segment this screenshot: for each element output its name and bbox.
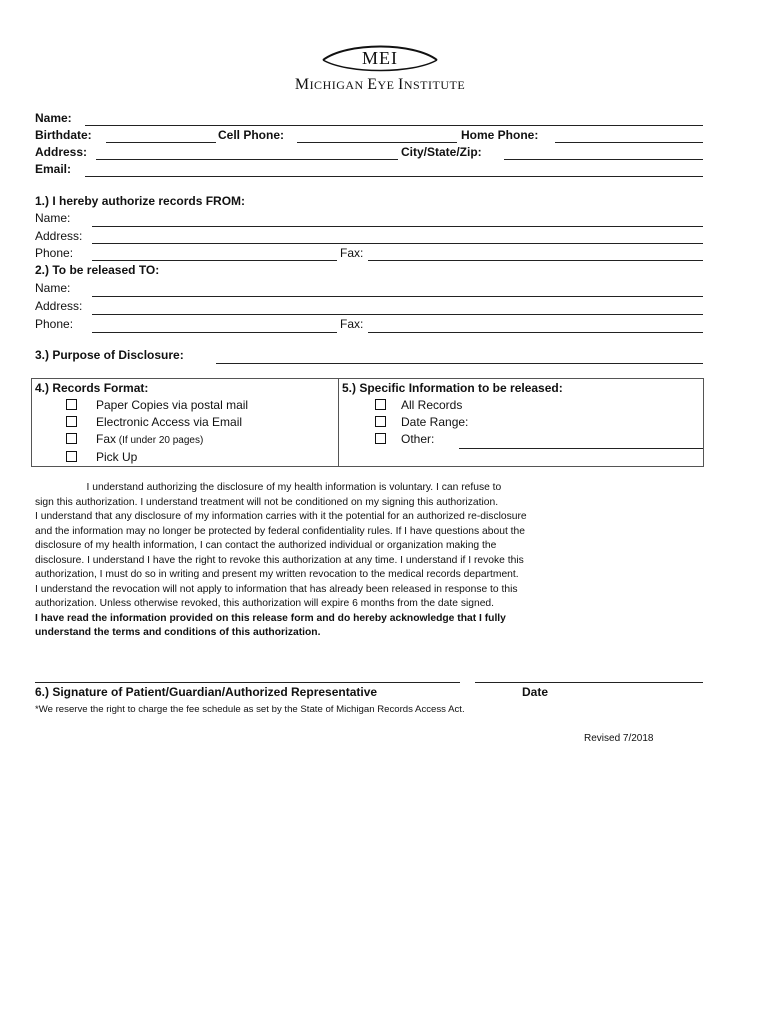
authorization-line: I understand that any disclosure of my information carries with it the potential for an authorized re-disclosure — [35, 511, 527, 522]
purpose-label: 3.) Purpose of Disclosure: — [35, 348, 184, 362]
paper-copies-label: Paper Copies via postal mail — [96, 398, 249, 412]
other-checkbox[interactable] — [375, 433, 386, 444]
date-label: Date — [522, 685, 549, 699]
home-phone-field[interactable] — [555, 142, 703, 143]
logo — [225, 44, 535, 96]
to-address-field[interactable] — [92, 314, 703, 315]
cell-phone-label: Cell Phone: — [218, 128, 285, 142]
fax-option-label — [96, 432, 203, 446]
logo-name-small-caps: YE — [377, 78, 399, 92]
to-address-label: Address: — [35, 299, 83, 313]
from-name-field[interactable] — [92, 226, 703, 227]
paper-copies-checkbox[interactable] — [66, 399, 77, 410]
cell-phone-field[interactable] — [297, 142, 457, 143]
pick-up-label: Pick Up — [96, 450, 138, 464]
to-heading: 2.) To be released TO: — [35, 263, 160, 277]
city-state-zip-field[interactable] — [504, 159, 703, 160]
patient-name-label: Name: — [35, 111, 72, 125]
from-address-label: Address: — [35, 229, 83, 243]
logo-name-small-caps: ICHIGAN — [309, 78, 368, 92]
birthdate-label: Birthdate: — [35, 128, 92, 142]
authorization-line: disclosure of my health information, I can contact the authorized individual or organization making the — [35, 540, 497, 551]
authorization-line: disclosure. I understand I have the right to revoke this authorization at any time. I understand if I revoke this — [35, 555, 524, 566]
fax-checkbox[interactable] — [66, 433, 77, 444]
date-field[interactable] — [475, 682, 703, 683]
fax-option-note: (If under 20 pages) — [116, 435, 204, 446]
date-range-label: Date Range: — [401, 415, 469, 429]
to-phone-field[interactable] — [92, 332, 337, 333]
from-name-label: Name: — [35, 211, 71, 225]
authorization-line: I understand the revocation will not apply to information that has already been released in response to this — [35, 584, 518, 595]
to-phone-label: Phone: — [35, 317, 74, 331]
logo-name-capital: E — [367, 76, 378, 93]
email-label: Email: — [35, 162, 72, 176]
all-records-label: All Records — [401, 398, 463, 412]
purpose-field[interactable] — [216, 363, 703, 364]
acknowledgement-line: understand the terms and conditions of this authorization. — [35, 627, 321, 638]
to-name-field[interactable] — [92, 296, 703, 297]
from-fax-field[interactable] — [368, 260, 703, 261]
signature-field[interactable] — [35, 682, 460, 683]
pick-up-checkbox[interactable] — [66, 451, 77, 462]
date-range-checkbox[interactable] — [375, 416, 386, 427]
logo-name-small-caps: NSTITUTE — [403, 78, 466, 92]
authorization-line: authorization, I must do so in writing and present my written revocation to the medical records department. — [35, 569, 519, 580]
logo-full-name — [225, 76, 535, 94]
fee-footnote: *We reserve the right to charge the fee schedule as set by the State of Michigan Records Access Act. — [35, 704, 465, 715]
logo-name-capital: M — [294, 76, 310, 93]
all-records-checkbox[interactable] — [375, 399, 386, 410]
authorization-line: sign this authorization. I understand treatment will not be conditioned on my signing this authorization. — [35, 497, 499, 508]
authorization-line: authorization. Unless otherwise revoked, this authorization will expire 6 months from the date signed. — [35, 598, 495, 609]
other-field[interactable] — [459, 448, 703, 449]
logo-name-capital: I — [398, 76, 404, 93]
logo-abbr: MEI — [362, 48, 398, 68]
authorization-line: I understand authorizing the disclosure of my health information is voluntary. I can refuse to — [35, 482, 502, 493]
home-phone-label: Home Phone: — [461, 128, 539, 142]
to-fax-field[interactable] — [368, 332, 703, 333]
to-fax-label: Fax: — [340, 317, 364, 331]
from-fax-label: Fax: — [340, 246, 364, 260]
records-format-heading: 4.) Records Format: — [35, 381, 149, 395]
address-field[interactable] — [96, 159, 398, 160]
electronic-access-label: Electronic Access via Email — [96, 415, 243, 429]
revised-date: Revised 7/2018 — [584, 733, 654, 744]
electronic-access-checkbox[interactable] — [66, 416, 77, 427]
address-label: Address: — [35, 145, 88, 159]
birthdate-field[interactable] — [106, 142, 216, 143]
patient-name-field[interactable] — [85, 125, 703, 126]
from-phone-field[interactable] — [92, 260, 337, 261]
specific-info-heading: 5.) Specific Information to be released: — [342, 381, 563, 395]
city-state-zip-label: City/State/Zip: — [401, 145, 482, 159]
from-phone-label: Phone: — [35, 246, 74, 260]
fax-option-text: Fax — [96, 432, 117, 446]
signature-label: 6.) Signature of Patient/Guardian/Authorized Representative — [35, 685, 378, 699]
from-address-field[interactable] — [92, 243, 703, 244]
other-label: Other: — [401, 432, 435, 446]
from-heading: 1.) I hereby authorize records FROM: — [35, 194, 246, 208]
acknowledgement-line: I have read the information provided on this release form and do hereby acknowledge that I fully — [35, 613, 506, 624]
to-name-label: Name: — [35, 281, 71, 295]
email-field[interactable] — [85, 176, 703, 177]
authorization-line: and the information may no longer be protected by federal confidentiality rules. If I have questions about the — [35, 526, 525, 537]
